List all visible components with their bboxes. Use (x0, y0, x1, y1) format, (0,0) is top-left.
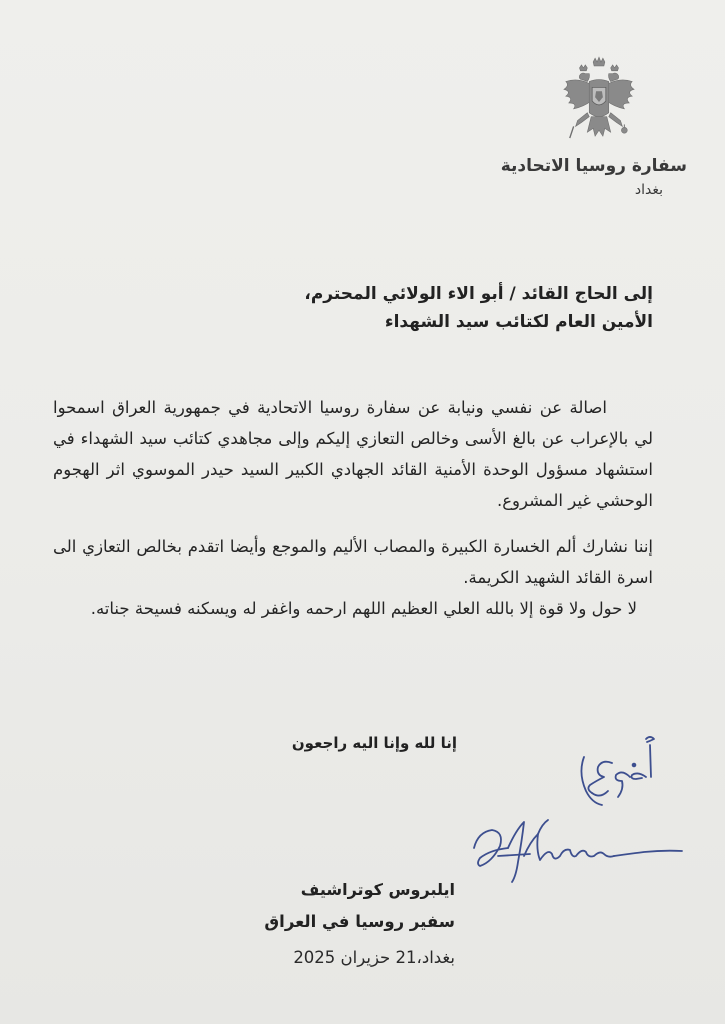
letter-date: بغداد،21 حزيران 2025 (293, 948, 455, 967)
body-paragraph-1: اصالة عن نفسي ونيابة عن سفارة روسيا الاتحادية في جمهورية العراق اسمحوا لي بالإعراب عن بالغ الأسى وخالص التعازي إليكم وإلى مجاهدي كتائب سيد الشهداء في استشهاد مسؤول الوحدة الأمنية القائد الجهادي الكبير السيد حيدر الموسوي اثر الهجوم الوحشي غير المشروع. (53, 398, 653, 510)
embassy-city: بغداد (634, 182, 663, 198)
body-paragraph-2: إننا نشارك ألم الخسارة الكبيرة والمصاب الأليم والموجع وأيضا اتقدم بخالص التعازي الى اسرة القائد الشهيد الكريمة. (53, 537, 653, 587)
russian-eagle-emblem-icon (560, 56, 638, 148)
signer-name: ايلبروس كوتراشيف (300, 880, 455, 899)
handwritten-word (572, 733, 662, 809)
quran-phrase: إنا لله وإنا اليه راجعون (291, 734, 457, 752)
addressee-line-2: الأمين العام لكتائب سيد الشهداء (384, 312, 653, 332)
addressee-line-1: إلى الحاج القائد / أبو الاء الولائي المحترم، (304, 284, 653, 304)
embassy-name: سفارة روسيا الاتحادية (500, 156, 687, 176)
handwritten-signature (468, 810, 688, 886)
signer-title: سفير روسيا في العراق (264, 912, 455, 931)
body-paragraph-3: لا حول ولا قوة إلا بالله العلي العظيم اللهم ارحمه واغفر له ويسكنه فسيحة جناته. (90, 599, 637, 618)
